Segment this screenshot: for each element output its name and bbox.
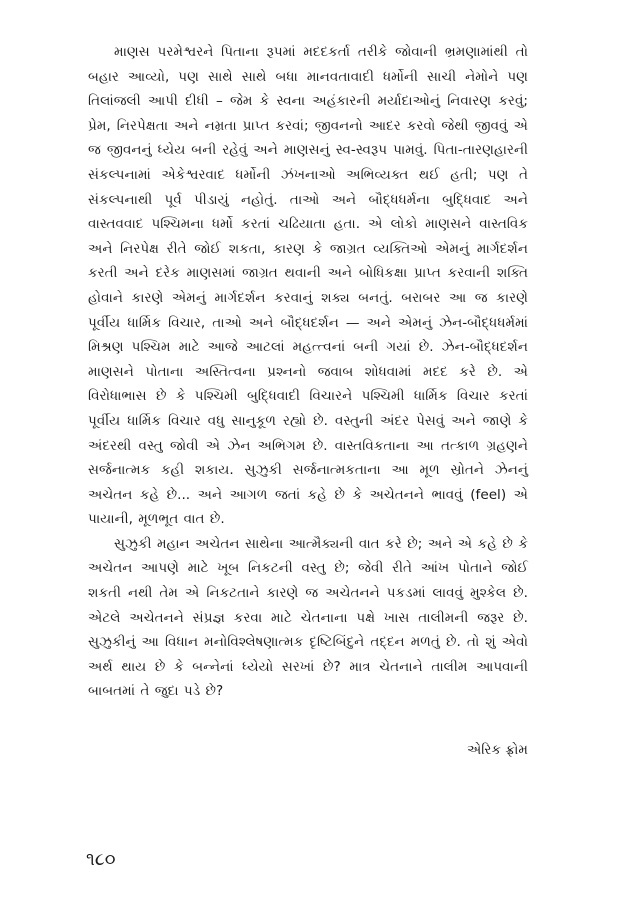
body-text xyxy=(88,40,528,704)
page-number: ૧૮૦ xyxy=(86,849,116,870)
author-signature: એરિક ફ્રોમ xyxy=(466,742,528,758)
paragraph-1: માણસ પરમેશ્વરને પિતાના રૂપમાં મદદકર્તા તરીકે જોવાની ભ્રમણામાંથી તો બહાર આવ્યો, પણ સાથે સાથે બધા માનવતાવાદી ધર્મોની સાચી નેમોને પણ તિલાંજલી આપી દીધી – જેમ કે સ્વના અહંકારની મર્યાદાઓનું નિવારણ કરવું; પ્રેમ, નિરપેક્ષતા અને નમ્રતા પ્રાપ્ત કરવાં; જીવનનો આદર કરવો જેથી જીવવું એ જ જીવનનું ધ્યેય બની રહેવું અને માણસનું સ્વ-સ્વરૂપ પામવું. પિતા-તારણહારની સંકલ્પનામાં એકેશ્વરવાદ ધર્મોની ઝંખનાઓ અભિવ્યક્ત થઈ હતી; પણ તે સંકલ્પનાથી પૂર્વ પીડાયું નહોતું. તાઓ અને બૌદ્ધધર્મના બુદ્ધિવાદ અને વાસ્તવવાદ પશ્ચિમના ધર્મો કરતાં ચઢિયાતા હતા. એ લોકો માણસને વાસ્તવિક અને નિરપેક્ષ રીતે જોઈ શકતા, કારણ કે જાગ્રત વ્યક્તિઓ એમનું માર્ગદર્શન કરતી અને દરેક માણસમાં જાગ્રત થવાની અને બોધિકક્ષા પ્રાપ્ત કરવાની શક્તિ હોવાને કારણે એમનું માર્ગદર્શન કરવાનું શક્ય બનતું. બરાબર આ જ કારણે પૂર્વીય ધાર્મિક વિચાર, તાઓ અને બૌદ્ધદર્શન — અને એમનું ઝેન-બૌદ્ધધર્મમાં મિશ્રણ પશ્ચિમ માટે આજે આટલાં મહત્ત્વનાં બની ગયાં છે. ઝેન-બૌદ્ધદર્શન માણસને પોતાના અસ્તિત્વના પ્રશ્નનો જવાબ શોધવામાં મદદ કરે છે. એ વિરોધાભાસ છે કે પશ્ચિમી બુદ્ધિવાદી વિચારને પશ્ચિમી ધાર્મિક વિચાર કરતાં પૂર્વીય ધાર્મિક વિચાર વધુ સાનુકૂળ રહ્યો છે. વસ્તુની અંદર પેસવું અને જાણે કે અંદરથી વસ્તુ જોવી એ ઝેન અભિગમ છે. વાસ્તવિકતાના આ તત્કાળ ગ્રહણને સર્જનાત્મક કહી શકાય. સુઝુકી સર્જનાત્મકતાના આ મૂળ સ્રોતને ઝેનનું અચેતન કહે છે... અને આગળ જતાં કહે છે કે અચેતનને ભાવવું (feel) એ પાયાની, મૂળભૂત વાત છે. xyxy=(88,44,528,528)
paragraph-2: સુઝુકી મહાન અચેતન સાથેના આત્મૈક્યની વાત કરે છે; અને એ કહે છે કે અચેતન આપણે માટે ખૂબ નિકટની વસ્તુ છે; જેવી રીતે આંખ પોતાને જોઈ શકતી નથી તેમ એ નિકટતાને કારણે જ અચેતનને પકડમાં લાવવું મુશ્કેલ છે. એટલે અચેતનને સંપ્રજ્ઞ કરવા માટે ચેતનાના પક્ષે ખાસ તાલીમની જરૂર છે. સુઝુકીનું આ વિધાન મનોવિશ્લેષણાત્મક દૃષ્ટિબિંદુને તદ્દન મળતું છે. તો શું એવો અર્થ થાય છે કે બન્નેનાં ધ્યેયો સરખાં છે? માત્ર ચેતનાને તાલીમ આપવાની બાબતમાં તે જુદા પડે છે? xyxy=(88,535,528,700)
